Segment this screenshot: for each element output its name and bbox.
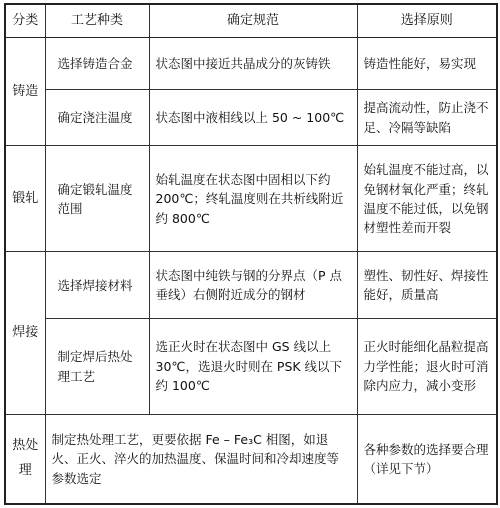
specification-cell: 状态图中纯铁与钢的分界点（P 点垂线）右侧附近成分的钢材 xyxy=(149,252,357,319)
table-row xyxy=(5,319,497,415)
table-row xyxy=(5,146,497,252)
header-category: 分类 xyxy=(5,4,45,38)
header-row xyxy=(5,4,497,38)
specification-cell: 选正火时在状态图中 GS 线以上 30℃，选退火时则在 PSK 线以下约 100℃ xyxy=(149,319,357,415)
principle-cell: 各种参数的选择要合理（详见下节） xyxy=(357,414,497,504)
process-type-cell: 制定焊后热处理工艺 xyxy=(45,319,149,415)
table-row xyxy=(5,90,497,146)
specification-cell: 状态图中接近共晶成分的灰铸铁 xyxy=(149,38,357,90)
category-heat-treatment: 热处理 xyxy=(5,414,45,504)
principle-cell: 正火时能细化晶粒提高力学性能；退火时可消除内应力，减小变形 xyxy=(357,319,497,415)
process-table-container xyxy=(4,3,496,505)
category-welding: 焊接 xyxy=(5,252,45,414)
table-row xyxy=(5,38,497,90)
header-principle: 选择原则 xyxy=(357,4,497,38)
process-type-cell: 确定浇注温度 xyxy=(45,90,149,146)
category-casting: 铸造 xyxy=(5,38,45,146)
heat-treatment-specification: 制定热处理工艺，更要依据 Fe – Fe₃C 相图，如退火、正火、淬火的加热温度、保温时间和冷却速度等参数选定 xyxy=(45,414,357,504)
process-type-cell: 选择铸造合金 xyxy=(45,38,149,90)
process-table xyxy=(4,3,498,505)
header-process-type: 工艺种类 xyxy=(45,4,149,38)
specification-cell: 始轧温度在状态图中固相以下约 200℃；终轧温度则在共析线附近约 800℃ xyxy=(149,146,357,252)
process-type-cell: 确定锻轧温度范围 xyxy=(45,146,149,252)
specification-cell: 状态图中液相线以上 50 ~ 100℃ xyxy=(149,90,357,146)
principle-cell: 塑性、韧性好、焊接性能好，质量高 xyxy=(357,252,497,319)
table-row xyxy=(5,414,497,504)
principle-cell: 提高流动性，防止浇不足、冷隔等缺陷 xyxy=(357,90,497,146)
category-forging-rolling: 锻轧 xyxy=(5,146,45,252)
principle-cell: 始轧温度不能过高，以免钢材氧化严重；终轧温度不能过低，以免钢材塑性差而开裂 xyxy=(357,146,497,252)
process-type-cell: 选择焊接材料 xyxy=(45,252,149,319)
table-row xyxy=(5,252,497,319)
principle-cell: 铸造性能好，易实现 xyxy=(357,38,497,90)
header-specification: 确定规范 xyxy=(149,4,357,38)
